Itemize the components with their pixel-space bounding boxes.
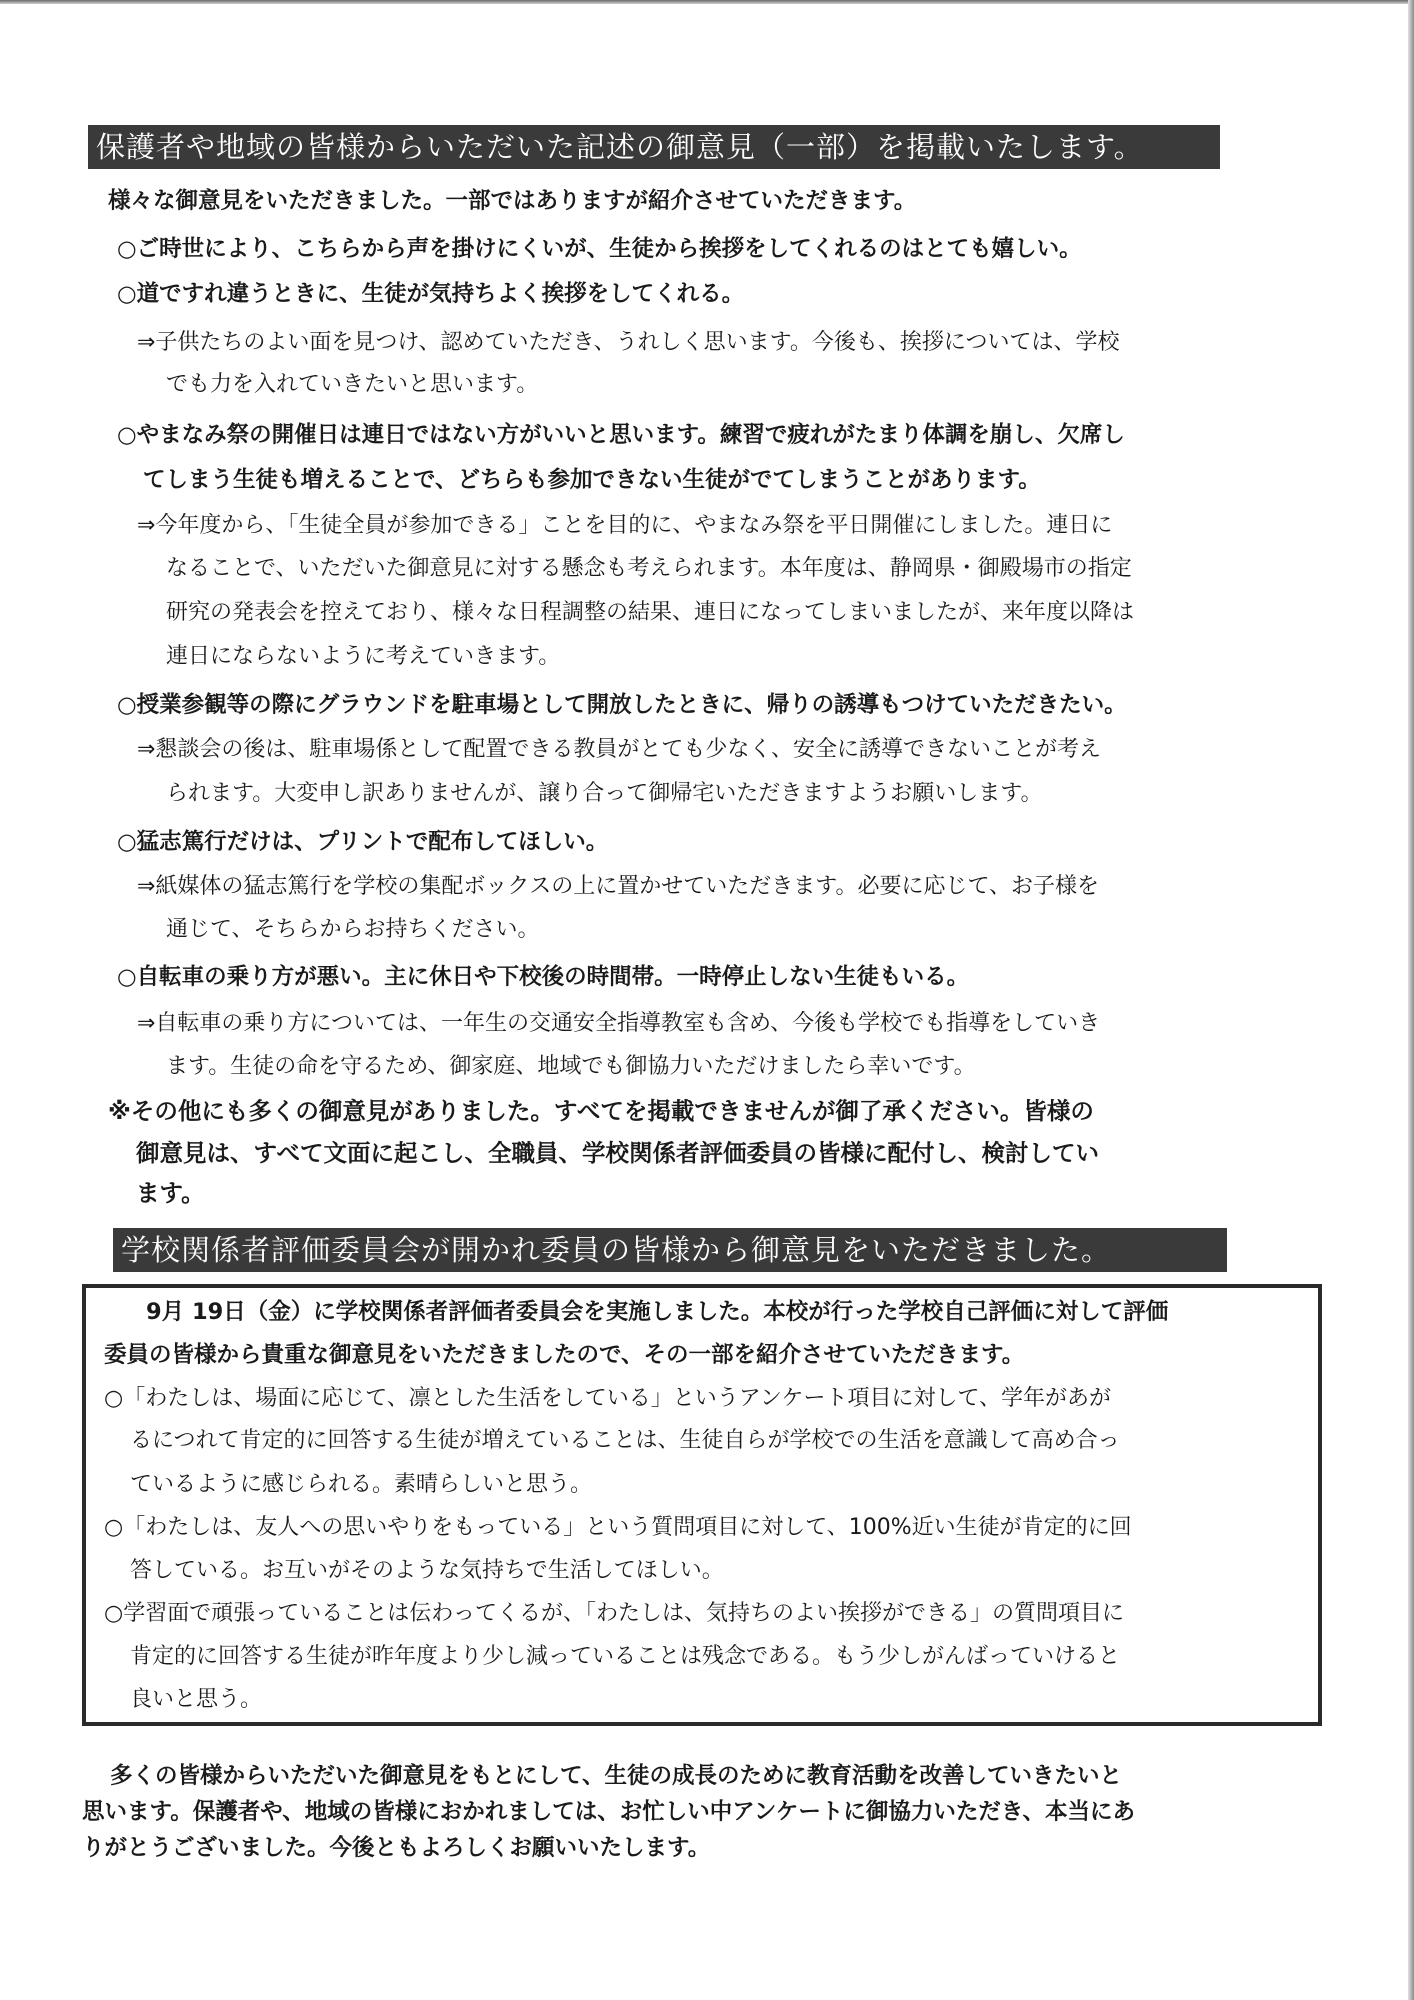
committee-opinion: 良いと思う。 (130, 1687, 263, 1712)
committee-opinion: 肯定的に回答する生徒が昨年度より少し減っていることは残念である。もう少しがんばっていけると (130, 1644, 1121, 1669)
opinion-item: ○自転車の乗り方が悪い。主に休日や下校後の時間帯。一時停止しない生徒もいる。 (117, 964, 970, 990)
section1-heading: 保護者や地域の皆様からいただいた記述の御意見（一部）を掲載いたします。 (88, 125, 1220, 169)
section2-intro: 9月 19日（金）に学校関係者評価者委員会を実施しました。本校が行った学校自己評価に対して評価 (146, 1299, 1169, 1325)
school-reply: ⇒紙媒体の猛志篤行を学校の集配ボックスの上に置かせていただきます。必要に応じて、お子様を (137, 874, 1100, 899)
committee-opinion: ○「わたしは、友人への思いやりをもっている」という質問項目に対して、100%近い生徒が肯定的に回 (104, 1515, 1132, 1540)
school-reply: なることで、いただいた御意見に対する懸念も考えられます。本年度は、静岡県・御殿場市の指定 (166, 556, 1132, 581)
opinion-item: ○授業参観等の際にグラウンドを駐車場として開放したときに、帰りの誘導もつけていただきたい。 (117, 692, 1127, 718)
committee-opinion: ○「わたしは、場面に応じて、凛とした生活をしている」というアンケート項目に対して、学年があが (104, 1386, 1111, 1411)
committee-opinion: ているように感じられる。素晴らしいと思う。 (130, 1472, 593, 1497)
section2-heading: 学校関係者評価委員会が開かれ委員の皆様から御意見をいただきました。 (113, 1228, 1227, 1272)
school-reply: でも力を入れていきたいと思います。 (166, 372, 539, 397)
committee-opinion: 答している。お互いがそのような気持ちで生活してほしい。 (130, 1558, 724, 1583)
scan-edge-right (1408, 0, 1414, 2000)
closing-message: 多くの皆様からいただいた御意見をもとにして、生徒の成長のために教育活動を改善していきたいと (110, 1763, 1123, 1789)
opinion-item: ○猛志篤行だけは、プリントで配布してほしい。 (117, 829, 609, 855)
opinion-item: てしまう生徒も増えることで、どちらも参加できない生徒がでてしまうことがあります。 (143, 467, 1041, 493)
school-reply: ⇒懇談会の後は、駐車場係として配置できる教員がとても少なく、安全に誘導できないことが考え (137, 737, 1101, 762)
school-reply: ⇒自転車の乗り方については、一年生の交通安全指導教室も含め、今後も学校でも指導をしていき (137, 1011, 1101, 1036)
opinion-item: ○道ですれ違うときに、生徒が気持ちよく挨拶をしてくれる。 (117, 281, 745, 307)
opinion-item: ○ご時世により、こちらから声を掛けにくいが、生徒から挨拶をしてくれるのはとても嬉しい。 (117, 236, 1082, 262)
section2-intro: 委員の皆様から貴重な御意見をいただきましたので、その一部を紹介させていただきます。 (104, 1342, 1025, 1368)
scan-edge-top (0, 0, 1414, 4)
school-reply: ⇒子供たちのよい面を見つけ、認めていただき、うれしく思います。今後も、挨拶については、学校 (137, 330, 1120, 355)
school-reply: ⇒今年度から、「生徒全員が参加できる」ことを目的に、やまなみ祭を平日開催にしました。連日に (137, 513, 1113, 538)
school-reply: 通じて、そちらからお持ちください。 (166, 917, 540, 942)
committee-opinion: ○学習面で頑張っていることは伝わってくるが、「わたしは、気持ちのよい挨拶ができる」の質問項目に (104, 1601, 1124, 1626)
section1-note: ※その他にも多くの御意見がありました。すべてを掲載できませんが御了承ください。皆様の (108, 1097, 1094, 1125)
school-reply: 研究の発表会を控えており、様々な日程調整の結果、連日になってしまいましたが、来年度以降は (166, 600, 1135, 625)
committee-opinion: るにつれて肯定的に回答する生徒が増えていることは、生徒自らが学校での生活を意識して高め合っ (130, 1428, 1120, 1453)
section1-note: ます。 (136, 1179, 205, 1207)
school-reply: 連日にならないように考えていきます。 (166, 644, 561, 669)
school-reply: られます。大変申し訳ありませんが、譲り合って御帰宅いただきますようお願いします。 (166, 781, 1043, 806)
closing-message: りがとうございました。今後ともよろしくお願いいたします。 (82, 1835, 711, 1861)
closing-message: 思います。保護者や、地域の皆様におかれましては、お忙しい中アンケートに御協力いただき、本当にあ (82, 1799, 1136, 1825)
opinion-item: ○やまなみ祭の開催日は連日ではない方がいいと思います。練習で疲れがたまり体調を崩し、欠席し (117, 422, 1125, 448)
section1-intro: 様々な御意見をいただきました。一部ではありますが紹介させていただきます。 (108, 188, 917, 214)
school-reply: ます。生徒の命を守るため、御家庭、地域でも御協力いただけましたら幸いです。 (166, 1054, 976, 1079)
section1-note: 御意見は、すべて文面に起こし、全職員、学校関係者評価委員の皆様に配付し、検討してい (136, 1139, 1100, 1167)
